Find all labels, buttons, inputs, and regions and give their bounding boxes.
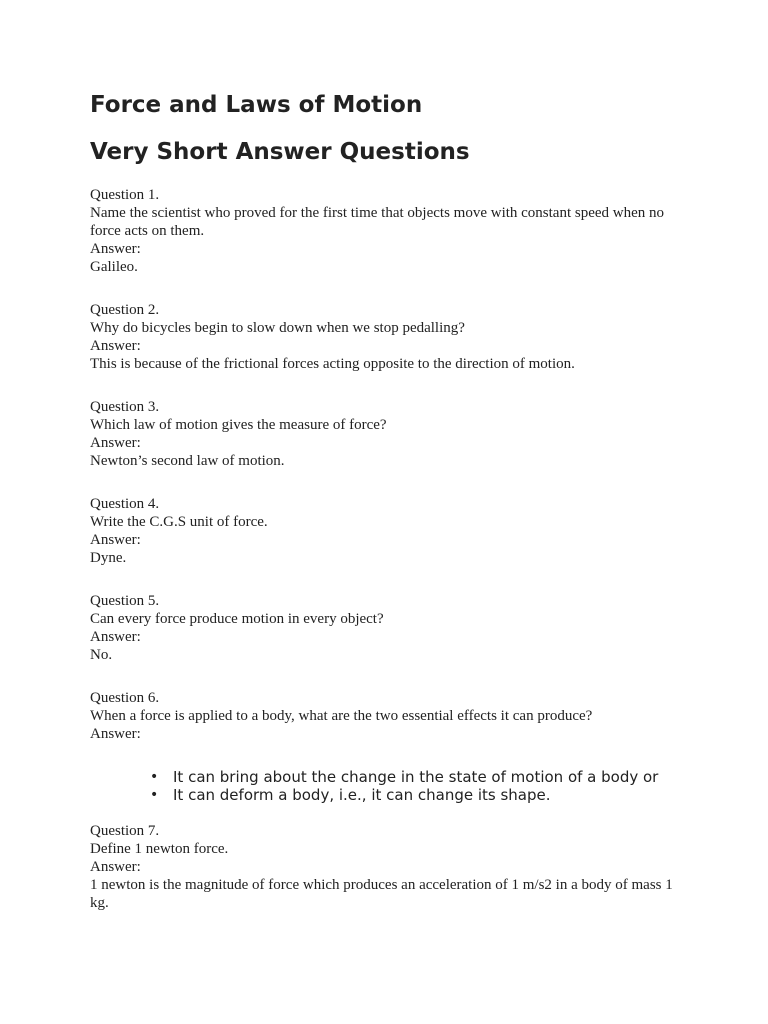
bullet-icon: • [150, 769, 159, 785]
question-label: Question 2. [90, 302, 160, 318]
answer-text: This is because of the frictional forces acting opposite to the direction of motion. [90, 356, 575, 372]
answer-text: No. [90, 647, 113, 663]
qa-block-1 [90, 186, 682, 276]
question-label: Question 1. [90, 187, 160, 203]
question-text: Which law of motion gives the measure of force? [90, 417, 387, 433]
qa-block-2 [90, 301, 682, 373]
answer-label: Answer: [90, 859, 141, 875]
question-list [90, 186, 682, 937]
answer-text: 1 newton is the magnitude of force which produces an acceleration of 1 m/s2 in a body of mass 1 kg. [90, 877, 673, 911]
answer-label: Answer: [90, 532, 141, 548]
answer-bullet-item [150, 786, 682, 804]
question-label: Question 5. [90, 593, 160, 609]
question-text: Can every force produce motion in every object? [90, 611, 384, 627]
question-label: Question 7. [90, 823, 160, 839]
bullet-text: It can deform a body, i.e., it can change its shape. [173, 786, 551, 804]
answer-text: Dyne. [90, 550, 127, 566]
question-label: Question 4. [90, 496, 160, 512]
answer-label: Answer: [90, 629, 141, 645]
answer-label: Answer: [90, 241, 141, 257]
answer-label: Answer: [90, 726, 141, 742]
bullet-text: It can bring about the change in the state of motion of a body or [173, 768, 659, 786]
answer-bullet-item [150, 768, 682, 786]
qa-block-4 [90, 495, 682, 567]
question-text: Define 1 newton force. [90, 841, 229, 857]
question-text: Name the scientist who proved for the first time that objects move with constant speed when no force acts on them. [90, 205, 665, 239]
question-text: When a force is applied to a body, what are the two essential effects it can produce? [90, 708, 593, 724]
answer-bullet-list [90, 768, 682, 804]
answer-label: Answer: [90, 435, 141, 451]
question-label: Question 3. [90, 399, 160, 415]
section-heading: Very Short Answer Questions [90, 139, 470, 165]
qa-block-5 [90, 592, 682, 664]
document-title: Force and Laws of Motion [90, 92, 423, 118]
answer-label: Answer: [90, 338, 141, 354]
question-text: Write the C.G.S unit of force. [90, 514, 268, 530]
bullet-icon: • [150, 787, 159, 803]
qa-block-7 [90, 822, 682, 912]
qa-block-6 [90, 689, 682, 804]
question-text: Why do bicycles begin to slow down when we stop pedalling? [90, 320, 465, 336]
answer-text: Newton’s second law of motion. [90, 453, 285, 469]
qa-block-3 [90, 398, 682, 470]
answer-text: Galileo. [90, 259, 138, 275]
question-label: Question 6. [90, 690, 160, 706]
